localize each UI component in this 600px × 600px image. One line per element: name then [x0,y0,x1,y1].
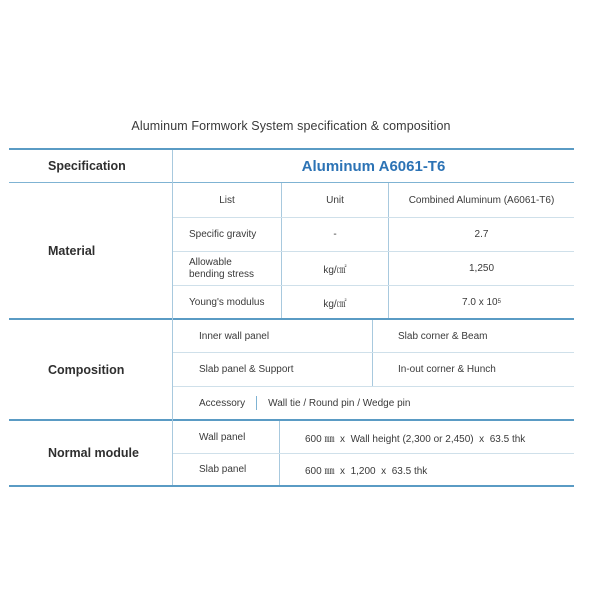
accessory-row [199,387,410,419]
accessory-divider [256,396,257,410]
material-row-unit: - [333,229,337,240]
material-row-value-base: 7.0 x 10 [462,296,498,308]
material-row-list-line: Allowable [189,256,232,268]
table-bottom-rule [9,485,574,487]
composition-item: Slab corner & Beam [398,330,488,342]
material-row-value: 7.0 x 10 5 [462,296,501,308]
material-label: Material [48,243,96,258]
module-spec: 600 ㎜ x Wall height (2,300 or 2,450) x 63.5 thk [305,433,526,445]
accessory-value: Wall tie / Round pin / Wedge pin [268,397,411,409]
material-row-unit: kg/㎠ [323,265,347,276]
material-row-value: 1,250 [468,263,495,274]
spec-header-value: Aluminum A6061-T6 [301,157,446,175]
material-row-list [189,252,254,285]
material-row-list-line: bending stress [189,268,255,280]
accessory-label: Accessory [199,397,246,409]
spec-header-label: Specification [48,159,126,173]
material-row-list: Specific gravity [189,229,257,240]
composition-item: In-out corner & Hunch [398,364,496,375]
material-row-unit: kg/㎠ [323,298,347,310]
material-col-unit: Unit [326,194,344,206]
module-spec: 600 ㎜ x 1,200 x 63.5 thk [305,466,428,477]
composition-col-divider [372,320,373,386]
composition-item: Inner wall panel [199,330,270,342]
composition-label: Composition [48,362,125,377]
composition-item: Slab panel & Support [199,364,294,375]
module-name: Wall panel [199,431,246,443]
page-title: Aluminum Formwork System specification & composition [131,119,451,133]
material-col-list: List [219,194,235,206]
normal-module-label: Normal module [48,446,139,460]
material-row-list: Young's modulus [189,296,265,308]
module-name: Slab panel [199,464,247,475]
material-row-value: 2.7 [474,229,489,240]
material-col-value: Combined Aluminum (A6061-T6) [408,194,555,206]
